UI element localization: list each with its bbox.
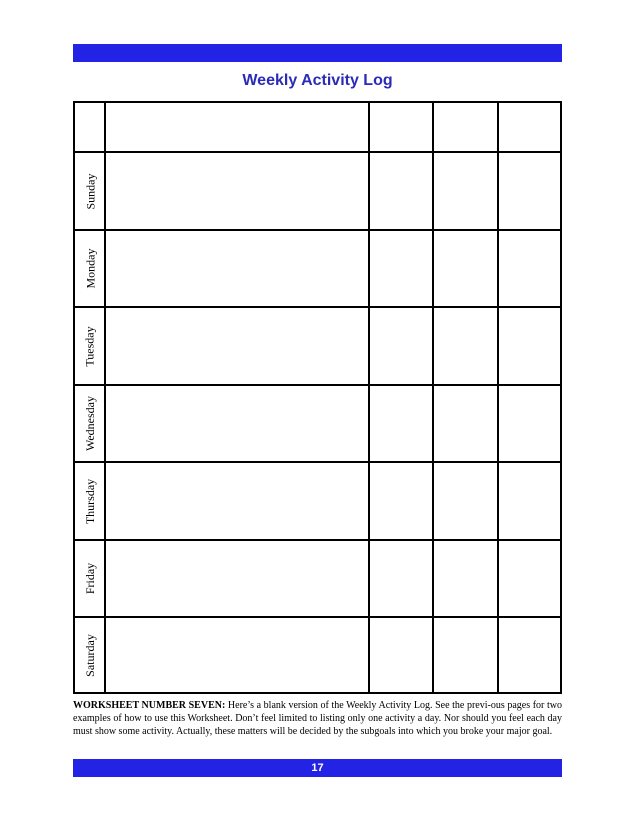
column-divider bbox=[432, 103, 434, 692]
row-divider bbox=[75, 384, 560, 386]
top-blue-bar bbox=[73, 44, 562, 62]
day-label-monday: Monday bbox=[83, 248, 97, 289]
row-divider bbox=[75, 539, 560, 541]
column-divider bbox=[497, 103, 499, 692]
row-divider bbox=[75, 616, 560, 618]
day-label-thursday: Thursday bbox=[83, 478, 98, 524]
day-label-wednesday: Wednesday bbox=[83, 395, 98, 452]
row-divider bbox=[75, 151, 560, 153]
day-label-sunday: Sunday bbox=[83, 173, 97, 209]
row-divider bbox=[75, 229, 560, 231]
day-label-tuesday: Tuesday bbox=[83, 325, 98, 367]
worksheet-caption bbox=[73, 699, 562, 739]
day-label-saturday: Saturday bbox=[83, 633, 97, 677]
weekly-activity-table bbox=[73, 101, 562, 694]
column-divider bbox=[368, 103, 370, 692]
page-title: Weekly Activity Log bbox=[242, 72, 393, 89]
caption-text: Here’s a blank version of the Weekly Activity Log. See the previ-ous pages for two examples of how to use this Worksheet. Don’t feel limited to listing only one activity a day. Nor should you feel each day must show some activity. Actually, these matters will be decided by the subgoals into which you broke your major goal. bbox=[73, 700, 562, 738]
row-divider bbox=[75, 306, 560, 308]
day-label-friday: Friday bbox=[83, 562, 97, 595]
bottom-blue-bar bbox=[73, 759, 562, 777]
row-divider bbox=[75, 461, 560, 463]
page-number: 17 bbox=[311, 762, 324, 774]
caption-label: WORKSHEET NUMBER SEVEN: bbox=[73, 700, 226, 711]
